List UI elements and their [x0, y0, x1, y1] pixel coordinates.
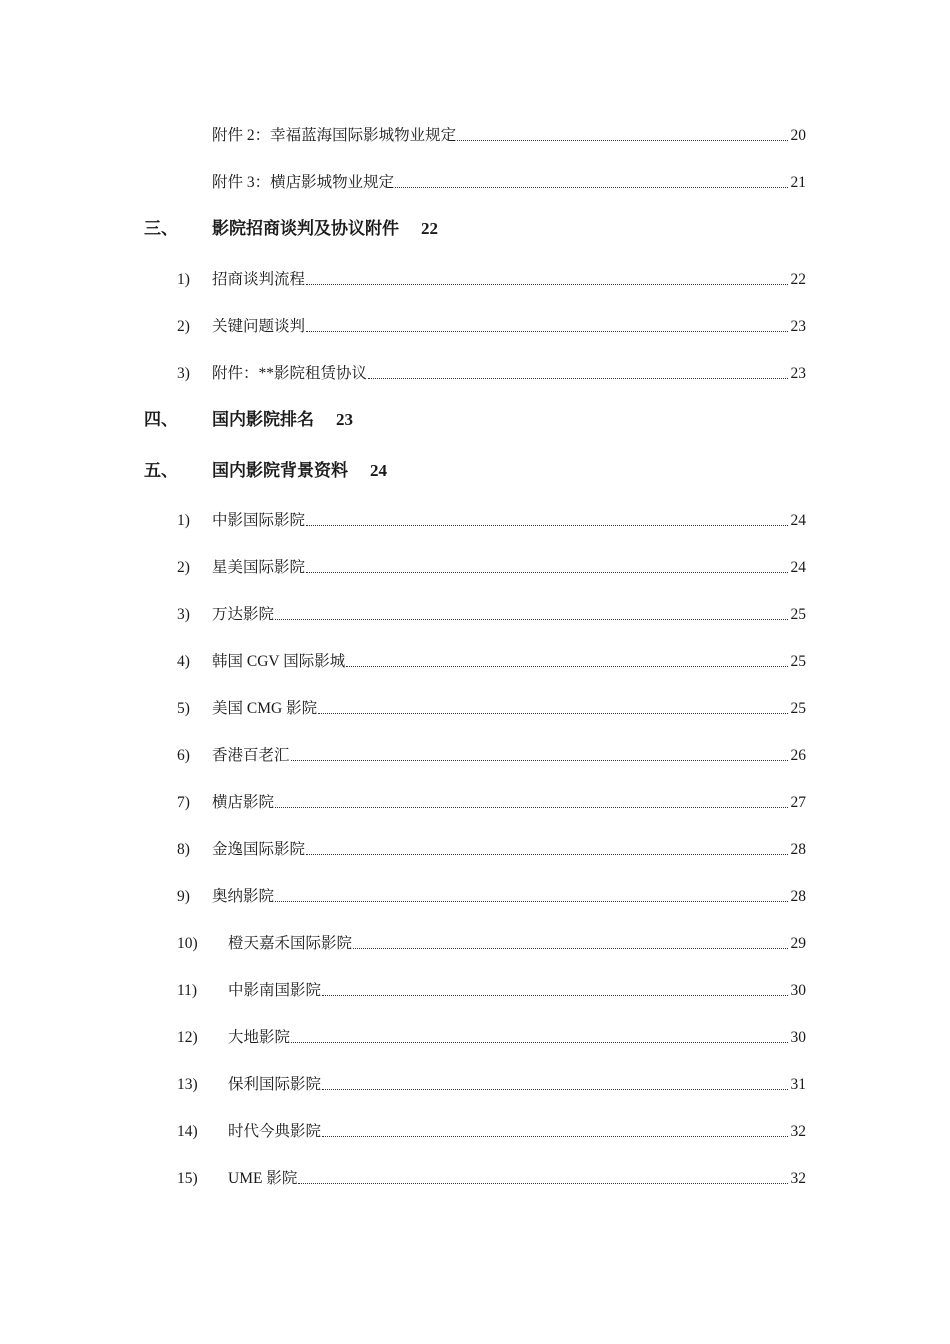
entry-title: 香港百老汇	[212, 744, 291, 768]
entry-number: 5)	[177, 700, 190, 717]
entry-number: 15)	[177, 1170, 198, 1187]
entry-page-number: 23	[788, 315, 806, 339]
entry-page-number: 30	[788, 979, 806, 1003]
entry-page-number: 28	[788, 838, 806, 862]
toc-entry[interactable]	[0, 1167, 950, 1191]
entry-page-number: 25	[788, 650, 806, 674]
toc-entry[interactable]	[0, 838, 950, 862]
dot-leader	[322, 1136, 788, 1137]
dot-leader	[346, 666, 788, 667]
toc-entry[interactable]	[0, 932, 950, 956]
entry-title: 韩国 CGV 国际影城	[212, 650, 346, 674]
dot-leader	[306, 331, 788, 332]
dot-leader	[322, 1089, 788, 1090]
dot-leader	[291, 1042, 788, 1043]
entry-page-number: 32	[788, 1167, 806, 1191]
entry-title: 美国 CMG 影院	[212, 697, 318, 721]
toc-entry[interactable]	[0, 979, 950, 1003]
entry-page-number: 28	[788, 885, 806, 909]
entry-title: 时代今典影院	[228, 1120, 322, 1144]
toc-entry[interactable]	[0, 1073, 950, 1097]
entry-title: 奥纳影院	[212, 885, 275, 909]
section-page-number: 24	[370, 461, 387, 480]
entry-title: 关键问题谈判	[212, 315, 306, 339]
toc-entry[interactable]	[0, 603, 950, 627]
toc-section-heading[interactable]	[0, 217, 950, 241]
entry-number: 2)	[177, 559, 190, 576]
toc-entry[interactable]	[0, 171, 950, 195]
entry-page-number: 27	[788, 791, 806, 815]
entry-title: 万达影院	[212, 603, 275, 627]
dot-leader	[298, 1183, 788, 1184]
section-title: 国内影院背景资料	[212, 461, 348, 480]
dot-leader	[457, 140, 788, 141]
entry-number: 2)	[177, 318, 190, 335]
toc-entry[interactable]	[0, 124, 950, 148]
entry-title: 附件 3：横店影城物业规定	[212, 171, 395, 195]
dot-leader	[318, 713, 788, 714]
dot-leader	[306, 284, 788, 285]
entry-title: 中影国际影院	[212, 509, 306, 533]
toc-entry[interactable]	[0, 268, 950, 292]
dot-leader	[306, 525, 788, 526]
toc-entry[interactable]	[0, 509, 950, 533]
dot-leader	[353, 948, 788, 949]
entry-page-number: 20	[788, 124, 806, 148]
entry-number: 1)	[177, 512, 190, 529]
entry-title: 星美国际影院	[212, 556, 306, 580]
dot-leader	[368, 378, 788, 379]
toc-section-heading[interactable]	[0, 459, 950, 483]
entry-number: 4)	[177, 653, 190, 670]
entry-page-number: 24	[788, 509, 806, 533]
entry-title: 橙天嘉禾国际影院	[228, 932, 353, 956]
entry-page-number: 32	[788, 1120, 806, 1144]
dot-leader	[291, 760, 788, 761]
entry-title: UME 影院	[228, 1167, 298, 1191]
toc-entry[interactable]	[0, 744, 950, 768]
section-number: 五、	[144, 461, 178, 480]
dot-leader	[306, 854, 788, 855]
entry-page-number: 29	[788, 932, 806, 956]
entry-page-number: 31	[788, 1073, 806, 1097]
entry-page-number: 23	[788, 362, 806, 386]
entry-page-number: 25	[788, 697, 806, 721]
toc-entry[interactable]	[0, 791, 950, 815]
entry-title: 招商谈判流程	[212, 268, 306, 292]
toc-entry[interactable]	[0, 362, 950, 386]
entry-number: 10)	[177, 935, 198, 952]
entry-page-number: 25	[788, 603, 806, 627]
entry-page-number: 26	[788, 744, 806, 768]
dot-leader	[322, 995, 788, 996]
section-title: 影院招商谈判及协议附件	[212, 219, 399, 238]
entry-page-number: 22	[788, 268, 806, 292]
entry-number: 6)	[177, 747, 190, 764]
toc-entry[interactable]	[0, 885, 950, 909]
section-page-number: 22	[421, 219, 438, 238]
entry-page-number: 30	[788, 1026, 806, 1050]
entry-title: 横店影院	[212, 791, 275, 815]
section-title: 国内影院排名	[212, 410, 314, 429]
dot-leader	[275, 901, 788, 902]
toc-entry[interactable]	[0, 315, 950, 339]
toc-entry[interactable]	[0, 556, 950, 580]
dot-leader	[275, 807, 788, 808]
entry-page-number: 24	[788, 556, 806, 580]
dot-leader	[306, 572, 788, 573]
toc-entry[interactable]	[0, 697, 950, 721]
dot-leader	[395, 187, 788, 188]
entry-title: 附件：**影院租赁协议	[212, 362, 368, 386]
entry-number: 12)	[177, 1029, 198, 1046]
entry-number: 13)	[177, 1076, 198, 1093]
entry-number: 1)	[177, 271, 190, 288]
toc-entry[interactable]	[0, 1120, 950, 1144]
entry-number: 11)	[177, 982, 198, 999]
entry-number: 8)	[177, 841, 190, 858]
toc-entry[interactable]	[0, 1026, 950, 1050]
entry-title: 保利国际影院	[228, 1073, 322, 1097]
section-page-number: 23	[336, 410, 353, 429]
entry-page-number: 21	[788, 171, 806, 195]
dot-leader	[275, 619, 788, 620]
entry-number: 3)	[177, 606, 190, 623]
section-number: 四、	[144, 410, 178, 429]
entry-number: 3)	[177, 365, 190, 382]
entry-number: 9)	[177, 888, 190, 905]
entry-number: 14)	[177, 1123, 198, 1140]
section-number: 三、	[144, 219, 178, 238]
entry-number: 7)	[177, 794, 190, 811]
entry-title: 附件 2：幸福蓝海国际影城物业规定	[212, 124, 457, 148]
entry-title: 大地影院	[228, 1026, 291, 1050]
toc-section-heading[interactable]	[0, 408, 950, 432]
entry-title: 中影南国影院	[228, 979, 322, 1003]
entry-title: 金逸国际影院	[212, 838, 306, 862]
toc-entry[interactable]	[0, 650, 950, 674]
